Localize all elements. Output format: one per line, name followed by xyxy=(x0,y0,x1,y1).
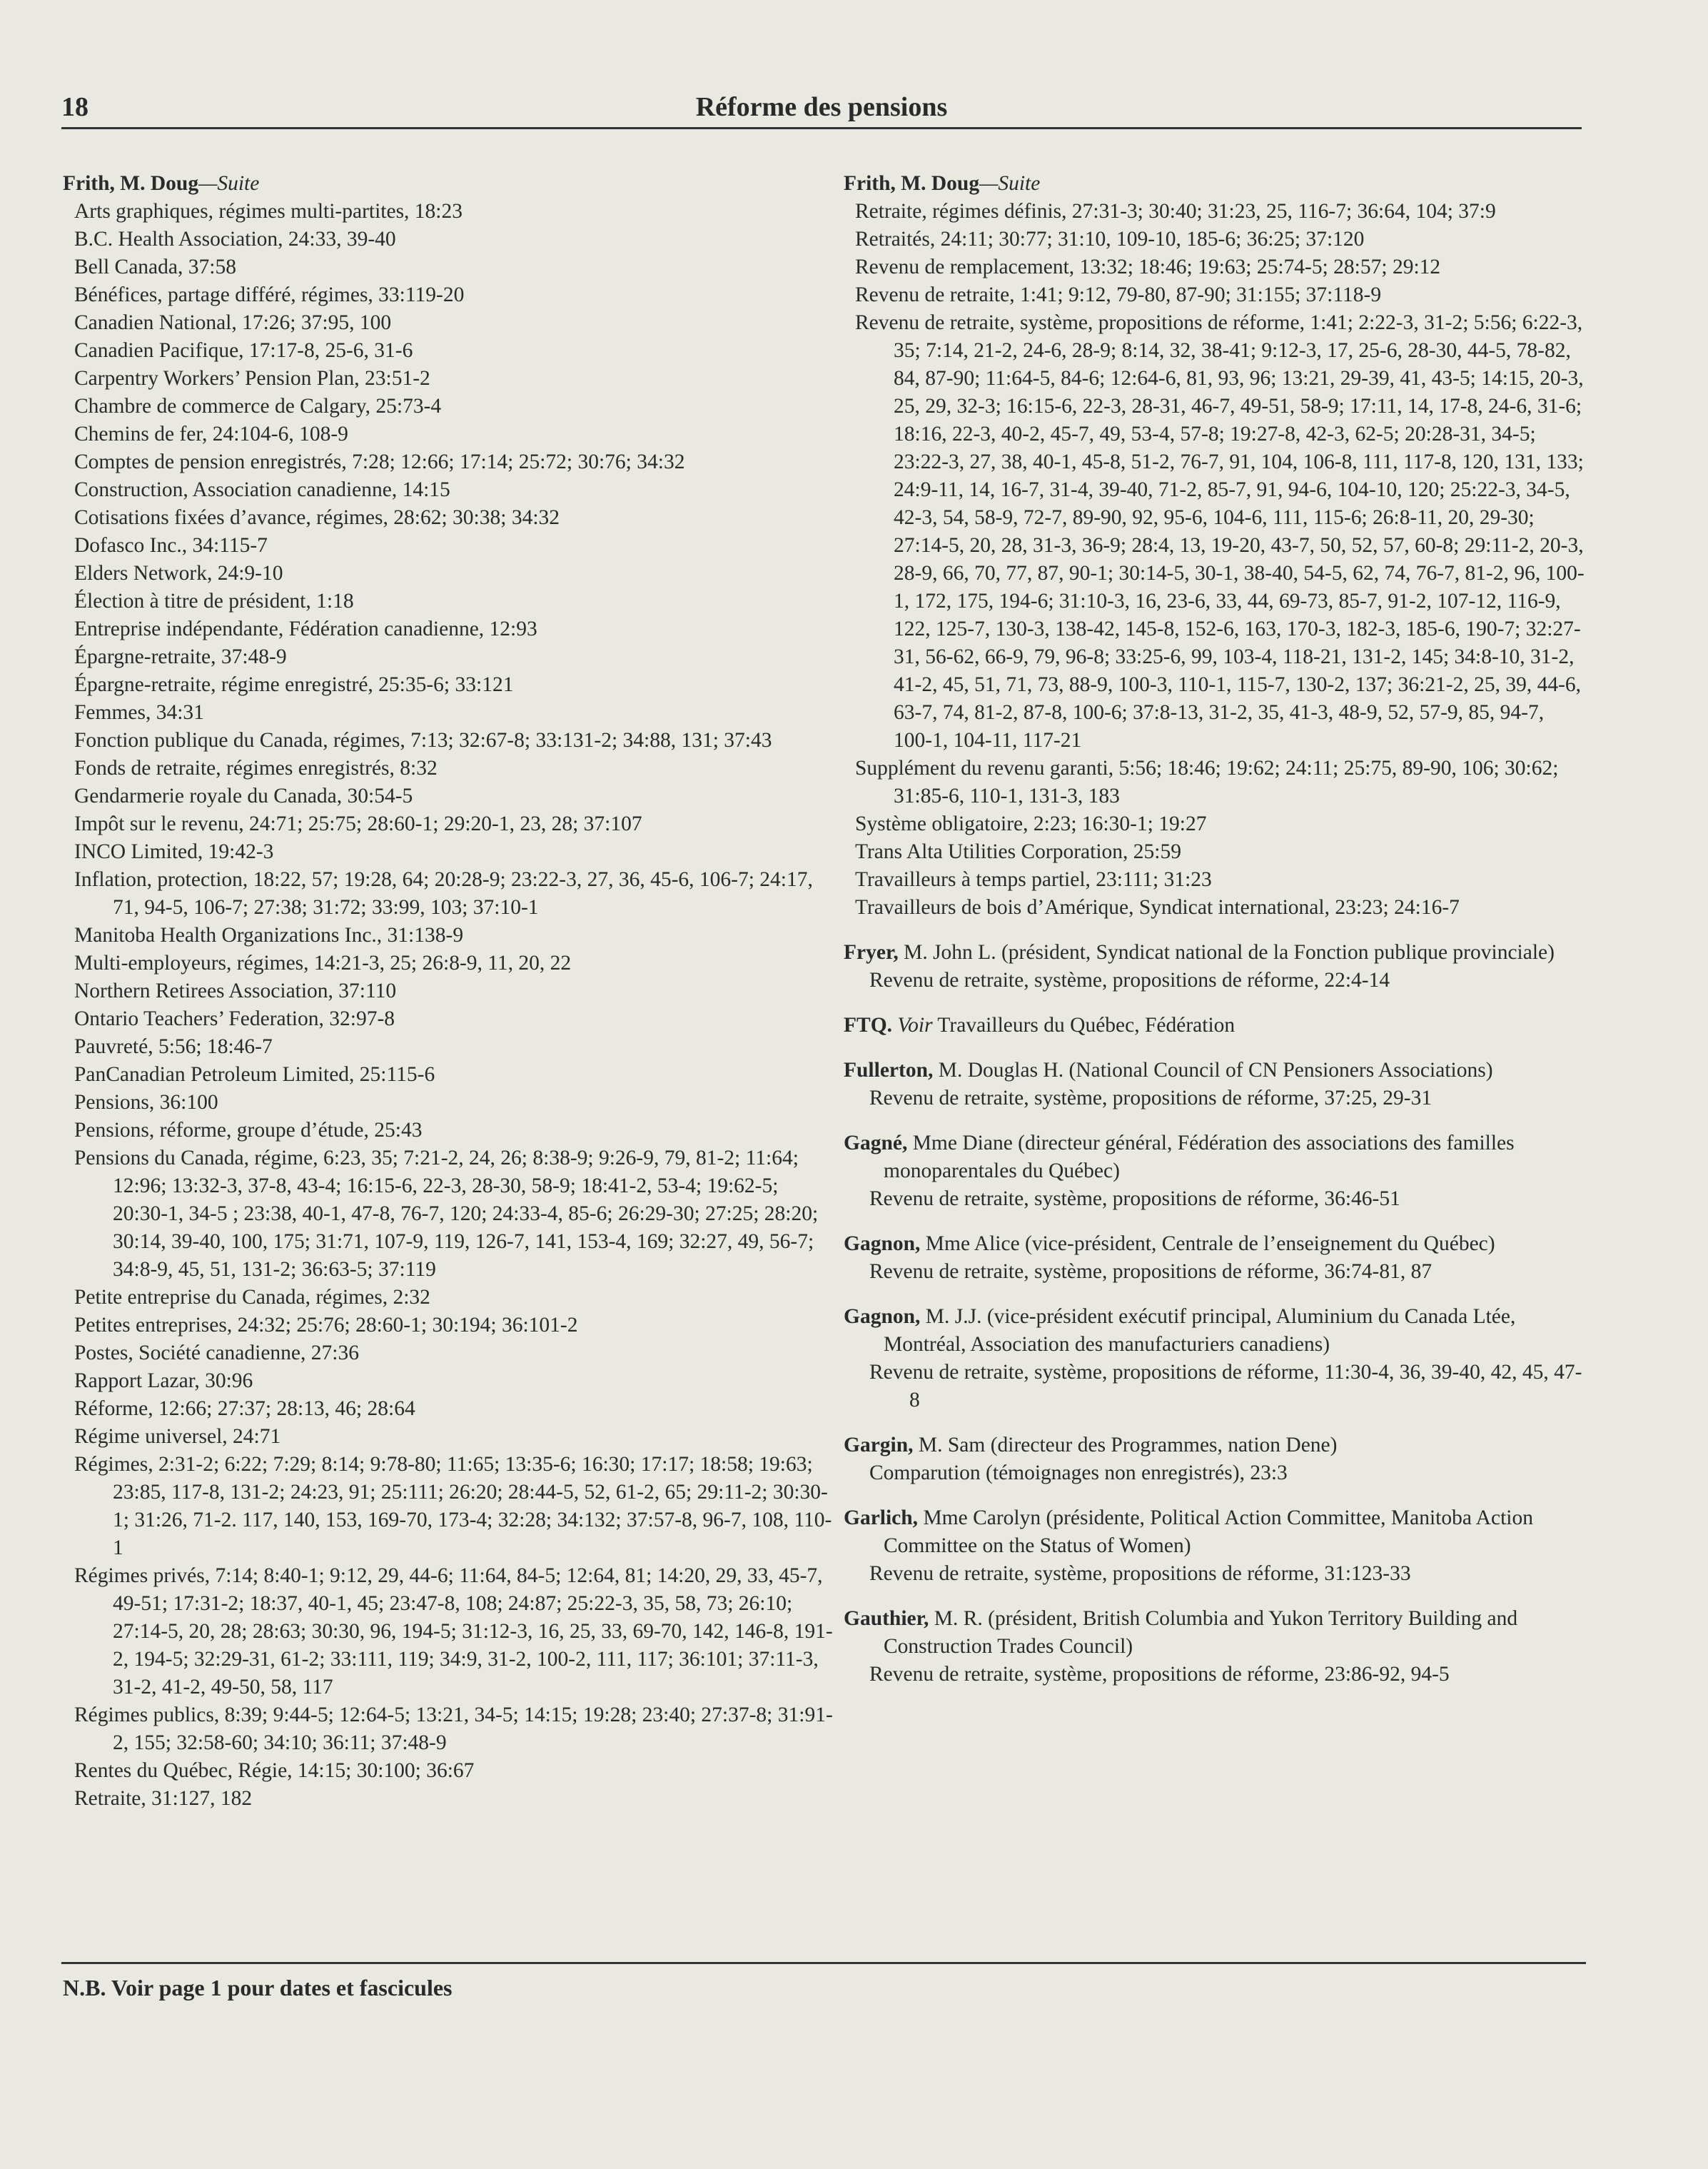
entry-description: Mme Alice (vice-président, Centrale de l’enseignement du Québec) xyxy=(920,1232,1495,1255)
subentry: Dofasco Inc., 34:115-7 xyxy=(74,534,268,557)
index-entry xyxy=(844,1230,1586,1286)
subentry: Construction, Association canadienne, 14:15 xyxy=(74,478,450,501)
subentry: B.C. Health Association, 24:33, 39-40 xyxy=(74,228,396,251)
index-entry xyxy=(844,1129,1586,1213)
subentry: Fonction publique du Canada, régimes, 7:13; 32:67-8; 33:131-2; 34:88, 131; 37:43 xyxy=(74,729,772,752)
subentry: Revenu de retraite, système, propositions de réforme, 1:41; 2:22-3, 31-2; 5:56; 6:22-3, 35; 7:14, 21-2, 24-6, 28-9; 8:14, 32, 38-41; 9:12-3, 17, 25-6, 28-30, 44-5, 78-82, 84, 87-90; 11:64-5, 84-6; 12:64-6, 81, 93, 96; 13:21, 29-39, 41, 43-5; 14:15, 20-3, 25, 29, 32-3; 16:15-6, 22-3, 28-31, 46-7, 49-51, 58-9; 17:11, 14, 17-8, 24-6, 31-6; 18:16, 22-3, 40-2, 45-7, 49, 53-4, 57-8; 19:27-8, 42-3, 62-5; 20:28-31, 34-5; 23:22-3, 27, 38, 40-1, 45-8, 51-2, 76-7, 91, 104, 106-8, 111, 117-8, 120, 131, 133; 24:9-11, 14, 16-7, 31-4, 39-40, 71-2, 85-7, 91, 94-6, 104-10, 120; 25:22-3, 34-5, 42-3, 54, 58-9, 72-7, 89-90, 92, 95-6, 104-6, 111, 115-6; 26:8-11, 20, 29-30; 27:14-5, 20, 28, 31-3, 36-9; 28:4, 13, 19-20, 43-7, 50, 52, 57, 60-8; 29:11-2, 20-3, 28-9, 66, 70, 77, 87, 90-1; 30:14-5, 30-1, 38-40, 54-5, 62, 74, 76-7, 81-2, 96, 100-1, 172, 175, 194-6; 31:10-3, 16, 23-6, 33, 44, 69-73, 85-7, 91-2, 107-12, 116-9, 122, 125-7, 130-3, 138-42, 145-8, 152-6, 163, 170-3, 182-3, 185-6, 190-7; 32:27-31, 56-62, 66-9, 79, 96-8; 33:25-6, 99, 103-4, 118-21, 131-2, 145; 34:8-10, 31-2, 41-2, 45, 51, 71, 73, 88-9, 100-3, 110-1, 115-7, 130-2, 137; 36:21-2, 25, 39, 44-6, 63-7, 74, 81-2, 87-8, 100-6; 37:8-13, 31-2, 35, 41-3, 48-9, 52, 57-9, 85, 94-7, 100-1, 104-11, 117-21 xyxy=(855,311,1585,752)
subentry: Pensions, réforme, groupe d’étude, 25:43 xyxy=(74,1119,423,1142)
entry-name: FTQ. xyxy=(844,1014,893,1037)
subentry: Pauvreté, 5:56; 18:46-7 xyxy=(74,1035,273,1058)
entry-title xyxy=(844,939,1586,967)
entry-title xyxy=(844,1057,1586,1084)
entry-title xyxy=(844,1431,1586,1459)
left-column xyxy=(63,170,834,1813)
subentry: Régimes privés, 7:14; 8:40-1; 9:12, 29, 44-6; 11:64, 84-5; 12:64, 81; 14:20, 29, 33, 45-7, 49-51; 17:31-2; 18:37, 40-1, 45; 23:47-8, 108; 24:87; 25:22-3, 35, 58, 73; 26:10; 27:14-5, 20, 28; 28:63; 30:30, 96, 194-5; 31:12-3, 16, 25, 33, 69-70, 142, 146-8, 191-2, 194-5; 32:29-31, 61-2; 33:111, 119; 34:9, 31-2, 100-2, 111, 117; 36:101; 37:11-3, 31-2, 41-2, 49-50, 58, 117 xyxy=(74,1564,833,1699)
index-entry xyxy=(844,1012,1586,1040)
subentry: Petites entreprises, 24:32; 25:76; 28:60-1; 30:194; 36:101-2 xyxy=(74,1314,578,1337)
subentry: Système obligatoire, 2:23; 16:30-1; 19:27 xyxy=(855,812,1207,835)
entry-description: Mme Carolyn (présidente, Political Action Committee, Manitoba Action Committee on the Status of Women) xyxy=(884,1506,1533,1557)
entry-list xyxy=(844,939,1586,1689)
subentry: Inflation, protection, 18:22, 57; 19:28, 64; 20:28-9; 23:22-3, 27, 36, 45-6, 106-7; 24:17, 71, 94-5, 106-7; 27:38; 31:72; 33:99, 103; 37:10-1 xyxy=(74,868,813,919)
entry-heading: Frith, M. Doug—Suite xyxy=(844,172,1041,195)
entry-name: Garlich, xyxy=(844,1506,919,1529)
subentry: Pensions, 36:100 xyxy=(74,1091,218,1114)
subentry: Revenu de retraite, système, propositions de réforme, 23:86-92, 94-5 xyxy=(869,1663,1450,1686)
index-entry xyxy=(844,1504,1586,1588)
subentry: PanCanadian Petroleum Limited, 25:115-6 xyxy=(74,1063,435,1086)
subentry: INCO Limited, 19:42-3 xyxy=(74,840,274,863)
subentry: Trans Alta Utilities Corporation, 25:59 xyxy=(855,840,1181,863)
entry-title xyxy=(844,1012,1586,1040)
subentry-list xyxy=(63,198,834,1813)
subentry: Revenu de retraite, système, propositions de réforme, 31:123-33 xyxy=(869,1562,1411,1585)
subentry: Arts graphiques, régimes multi-partites, 18:23 xyxy=(74,200,463,223)
subentry: Fonds de retraite, régimes enregistrés, 8:32 xyxy=(74,757,438,780)
subentry: Élection à titre de président, 1:18 xyxy=(74,590,354,613)
entry-title xyxy=(844,1230,1586,1258)
subentry: Supplément du revenu garanti, 5:56; 18:46; 19:62; 24:11; 25:75, 89-90, 106; 30:62; 31:85-6, 110-1, 131-3, 183 xyxy=(855,757,1559,807)
entry-name: Gagné, xyxy=(844,1132,908,1154)
footer-rule xyxy=(61,1962,1586,1964)
subentry: Régime universel, 24:71 xyxy=(74,1425,281,1448)
running-title: Réforme des pensions xyxy=(695,92,948,122)
entry-title xyxy=(844,1129,1586,1185)
subentry: Retraite, 31:127, 182 xyxy=(74,1787,253,1810)
subentry: Comptes de pension enregistrés, 7:28; 12:66; 17:14; 25:72; 30:76; 34:32 xyxy=(74,451,685,473)
subentry: Épargne-retraite, 37:48-9 xyxy=(74,645,287,668)
subentry: Retraite, régimes définis, 27:31-3; 30:40; 31:23, 25, 116-7; 36:64, 104; 37:9 xyxy=(855,200,1496,223)
subentry: Comparution (témoignages non enregistrés), 23:3 xyxy=(869,1461,1288,1484)
subentry: Épargne-retraite, régime enregistré, 25:35-6; 33:121 xyxy=(74,673,514,696)
subentry: Pensions du Canada, régime, 6:23, 35; 7:21-2, 24, 26; 8:38-9; 9:26-9, 79, 81-2; 11:64; 12:96; 13:32-3, 37-8, 43-4; 16:15-6, 22-3, 28-30, 58-9; 18:41-2, 53-4; 19:62-5; 20:30-1, 34-5 ; 23:38, 40-1, 47-8, 76-7, 120; 24:33-4, 85-6; 26:29-30; 27:25; 28:20; 30:14, 39-40, 100, 175; 31:71, 107-9, 119, 126-7, 141, 153-4, 169; 32:27, 49, 56-7; 34:8-9, 45, 51, 131-2; 36:63-5; 37:119 xyxy=(74,1147,819,1281)
header-rule xyxy=(61,127,1582,129)
subentry: Revenu de retraite, système, propositions de réforme, 36:46-51 xyxy=(869,1187,1400,1210)
subentry: Bénéfices, partage différé, régimes, 33:119-20 xyxy=(74,283,465,306)
subentry: Revenu de retraite, système, propositions de réforme, 37:25, 29-31 xyxy=(869,1087,1432,1109)
subentry: Réforme, 12:66; 27:37; 28:13, 46; 28:64 xyxy=(74,1397,415,1420)
subentry: Revenu de retraite, système, propositions de réforme, 22:4-14 xyxy=(869,969,1390,992)
subentry: Retraités, 24:11; 30:77; 31:10, 109-10, 185-6; 36:25; 37:120 xyxy=(855,228,1365,251)
entry-heading: Frith, M. Doug—Suite xyxy=(63,172,260,195)
subentry: Carpentry Workers’ Pension Plan, 23:51-2 xyxy=(74,367,430,390)
entry-name: Fullerton, xyxy=(844,1059,934,1082)
entry-name: Gargin, xyxy=(844,1434,914,1456)
index-entry xyxy=(844,1303,1586,1414)
entry-description: M. J.J. (vice-président exécutif principal, Aluminium du Canada Ltée, Montréal, Association des manufacturiers canadiens) xyxy=(884,1305,1516,1356)
subentry: Revenu de retraite, système, propositions de réforme, 11:30-4, 36, 39-40, 42, 45, 47-8 xyxy=(869,1361,1582,1411)
subentry-list xyxy=(844,198,1586,922)
subentry: Travailleurs de bois d’Amérique, Syndicat international, 23:23; 24:16-7 xyxy=(855,896,1460,919)
entry-title xyxy=(844,1504,1586,1560)
entry-name: Fryer, xyxy=(844,941,899,964)
subentry: Canadien Pacifique, 17:17-8, 25-6, 31-6 xyxy=(74,339,413,362)
entry-name: Gauthier, xyxy=(844,1607,929,1630)
entry-description: M. R. (président, British Columbia and Yukon Territory Building and Construction Trades Council) xyxy=(884,1607,1518,1658)
entry-description: M. John L. (président, Syndicat national de la Fonction publique provinciale) xyxy=(898,941,1555,964)
subentry: Postes, Société canadienne, 27:36 xyxy=(74,1342,359,1364)
entry-description: M. Sam (directeur des Programmes, nation Dene) xyxy=(913,1434,1338,1456)
page-header xyxy=(61,91,1582,127)
subentry: Revenu de retraite, système, propositions de réforme, 36:74-81, 87 xyxy=(869,1260,1432,1283)
subentry: Chambre de commerce de Calgary, 25:73-4 xyxy=(74,395,442,418)
entry-name: Gagnon, xyxy=(844,1232,921,1255)
subentry: Bell Canada, 37:58 xyxy=(74,256,236,278)
right-column xyxy=(844,170,1586,1689)
entry-description: Travailleurs du Québec, Fédération xyxy=(932,1014,1235,1037)
subentry: Cotisations fixées d’avance, régimes, 28:62; 30:38; 34:32 xyxy=(74,506,560,529)
subentry: Multi-employeurs, régimes, 14:21-3, 25; 26:8-9, 11, 20, 22 xyxy=(74,952,572,975)
subentry: Manitoba Health Organizations Inc., 31:138-9 xyxy=(74,924,464,947)
entry-title xyxy=(844,1303,1586,1359)
index-entry xyxy=(844,1605,1586,1689)
subentry: Chemins de fer, 24:104-6, 108-9 xyxy=(74,423,348,446)
subentry: Northern Retirees Association, 37:110 xyxy=(74,980,397,1002)
entry-description: Mme Diane (directeur général, Fédération des associations des familles monoparentales du Québec) xyxy=(884,1132,1515,1182)
subentry: Rentes du Québec, Régie, 14:15; 30:100; 36:67 xyxy=(74,1759,475,1782)
subentry: Revenu de retraite, 1:41; 9:12, 79-80, 87-90; 31:155; 37:118-9 xyxy=(855,283,1382,306)
subentry: Rapport Lazar, 30:96 xyxy=(74,1369,253,1392)
subentry: Gendarmerie royale du Canada, 30:54-5 xyxy=(74,785,413,807)
subentry: Entreprise indépendante, Fédération canadienne, 12:93 xyxy=(74,618,537,640)
subentry: Impôt sur le revenu, 24:71; 25:75; 28:60-1; 29:20-1, 23, 28; 37:107 xyxy=(74,812,642,835)
index-entry xyxy=(844,1057,1586,1112)
subentry: Revenu de remplacement, 13:32; 18:46; 19:63; 25:74-5; 28:57; 29:12 xyxy=(855,256,1441,278)
subentry: Canadien National, 17:26; 37:95, 100 xyxy=(74,311,392,334)
subentry: Petite entreprise du Canada, régimes, 2:32 xyxy=(74,1286,430,1309)
subentry: Travailleurs à temps partiel, 23:111; 31:23 xyxy=(855,868,1212,891)
subentry: Elders Network, 24:9-10 xyxy=(74,562,283,585)
index-entry xyxy=(844,939,1586,995)
subentry: Femmes, 34:31 xyxy=(74,701,204,724)
subentry: Ontario Teachers’ Federation, 32:97-8 xyxy=(74,1007,395,1030)
index-entry xyxy=(844,1431,1586,1487)
entry-description: M. Douglas H. (National Council of CN Pensioners Associations) xyxy=(933,1059,1493,1082)
entry-name: Gagnon, xyxy=(844,1305,921,1328)
subentry: Régimes publics, 8:39; 9:44-5; 12:64-5; 13:21, 34-5; 14:15; 19:28; 23:40; 27:37-8; 31:91-2, 155; 32:58-60; 34:10; 36:11; 37:48-9 xyxy=(74,1704,833,1754)
entry-title xyxy=(844,1605,1586,1661)
subentry: Régimes, 2:31-2; 6:22; 7:29; 8:14; 9:78-80; 11:65; 13:35-6; 16:30; 17:17; 18:58; 19:63; 23:85, 117-8, 131-2; 24:23, 91; 25:111; 26:20; 28:44-5, 52, 61-2, 65; 29:11-2; 30:30-1; 31:26, 71-2. 117, 140, 153, 169-70, 173-4; 32:28; 34:132; 37:57-8, 96-7, 108, 110-1 xyxy=(74,1453,832,1559)
footer-note: N.B. Voir page 1 pour dates et fascicules xyxy=(63,1975,453,2001)
see-reference: Voir xyxy=(892,1014,933,1037)
page-number: 18 xyxy=(61,92,89,122)
